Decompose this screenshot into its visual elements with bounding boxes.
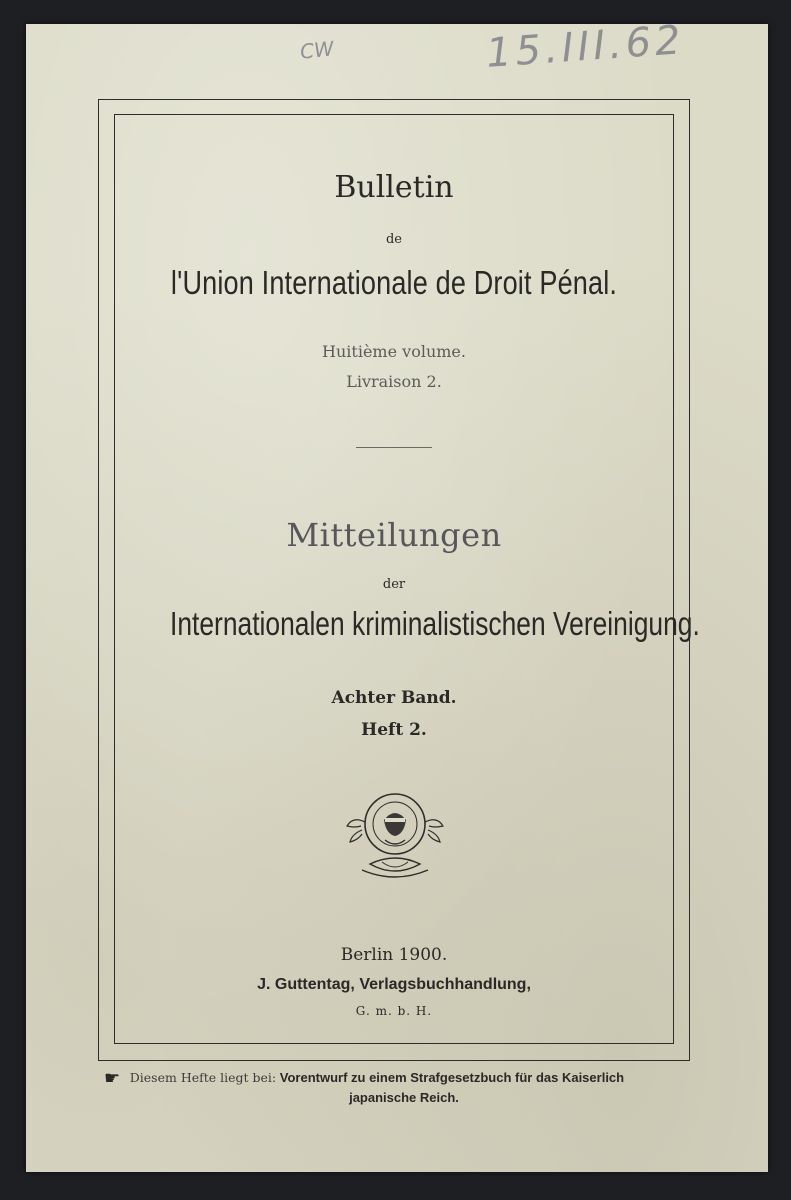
title-vereinigung: Internationalen kriminalistischen Vereinigung. (170, 605, 700, 642)
title-mitteilungen: Mitteilungen (286, 516, 502, 554)
livraison-label: Livraison 2. (346, 372, 442, 391)
band-label: Achter Band. (331, 688, 457, 708)
title-de: de (385, 232, 402, 247)
title-union: l'Union Internationale de Droit Pénal. (170, 264, 618, 301)
notice-text-line2: japanische Reich. (349, 1090, 459, 1105)
pencil-annotation-small: CW (298, 36, 335, 64)
publisher-seal-icon (340, 782, 450, 892)
imprint-legal-form: G. m. b. H. (355, 1004, 433, 1018)
notice-lead: Diesem Hefte liegt bei: (129, 1070, 277, 1085)
imprint-publisher: J. Guttentag, Verlagsbuchhandlung, (257, 976, 531, 993)
imprint-city-year: Berlin 1900. (340, 945, 448, 965)
section-divider (356, 447, 432, 448)
pointing-hand-icon: ☛ (104, 1068, 121, 1088)
title-bulletin: Bulletin (334, 170, 454, 205)
volume-label: Huitième volume. (322, 342, 466, 361)
notice-text-line1: Vorentwurf zu einem Strafgesetzbuch für das Kaiserlich (279, 1070, 625, 1085)
pencil-annotation-large: 15.III.62 (484, 17, 686, 77)
heft-label: Heft 2. (361, 720, 427, 740)
supplement-notice (104, 1068, 704, 1107)
title-der: der (382, 577, 406, 592)
